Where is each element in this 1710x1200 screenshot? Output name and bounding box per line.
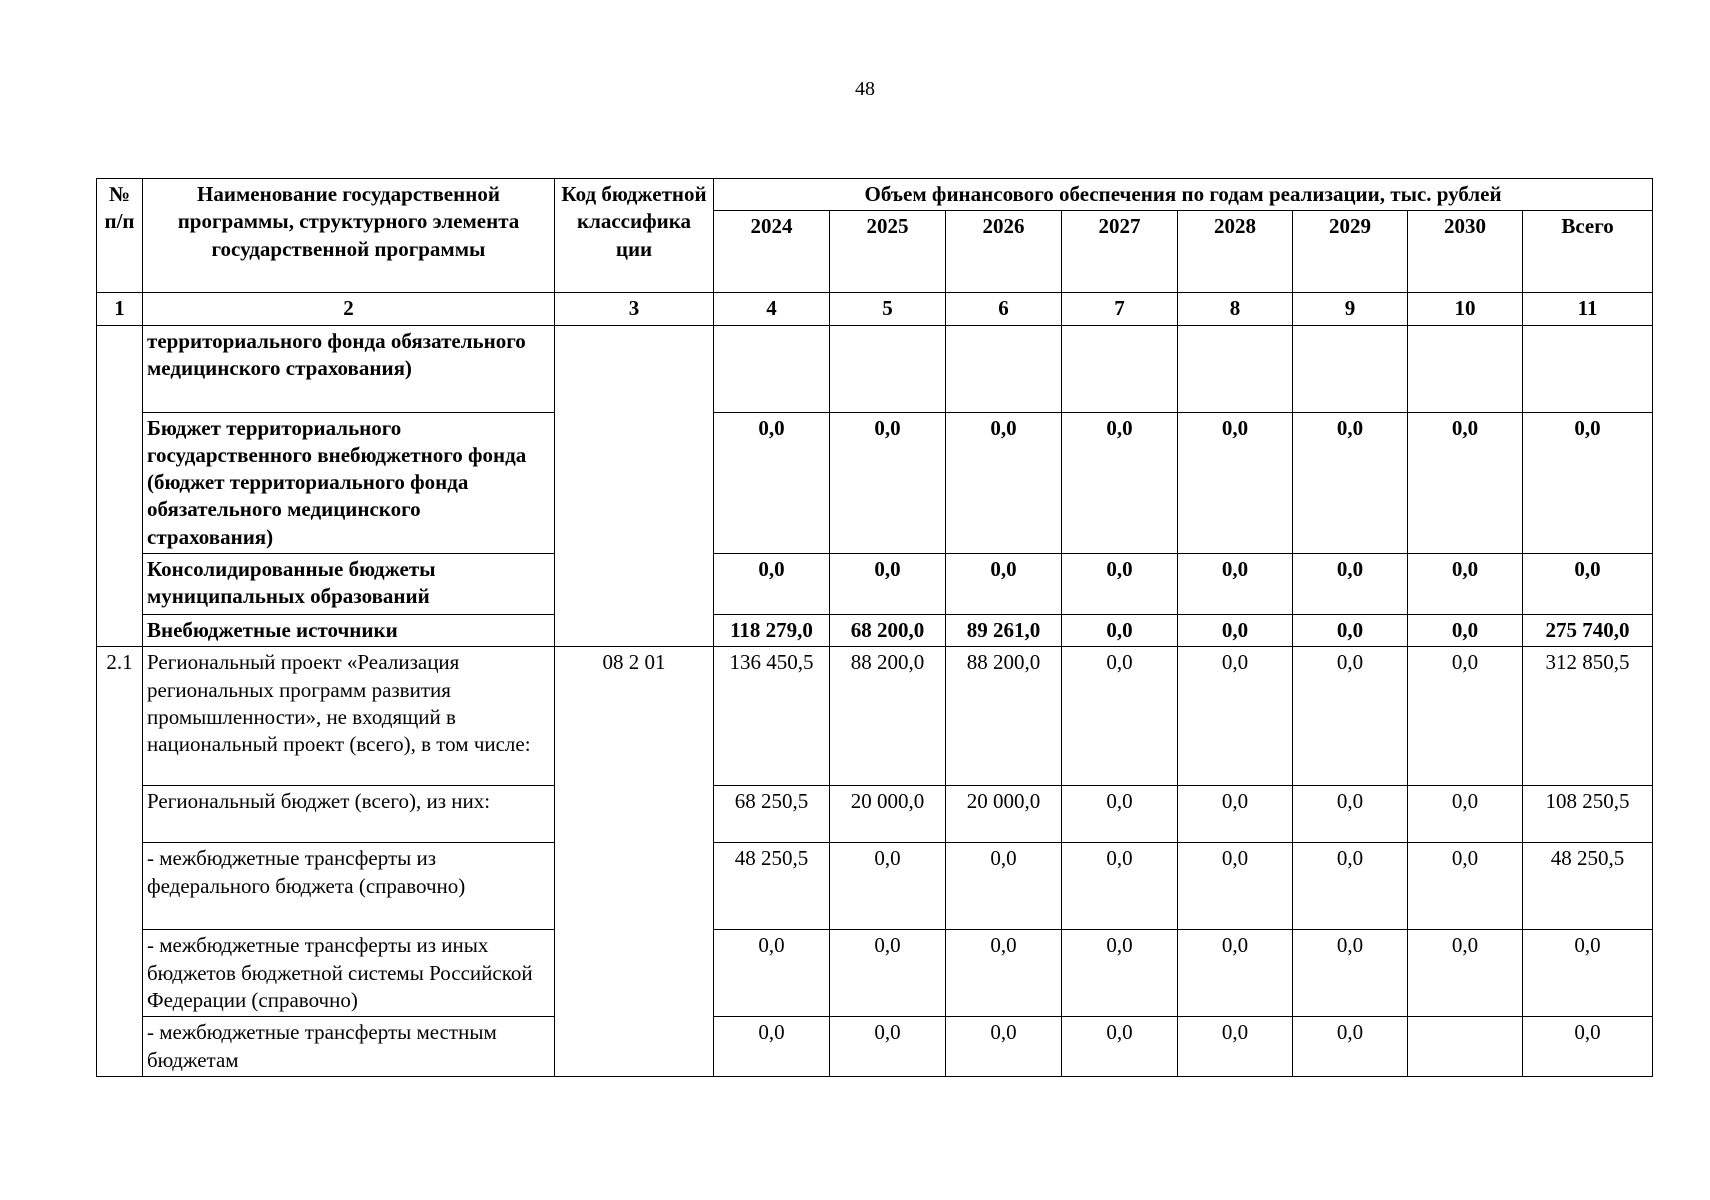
value-cell: 0,0: [1062, 615, 1178, 647]
column-number: 7: [1062, 293, 1178, 325]
value-cell: [1178, 325, 1293, 412]
value-cell: [1408, 1017, 1523, 1077]
value-cell: 0,0: [714, 1017, 830, 1077]
table-row: [97, 843, 1653, 930]
row-name: - межбюджетные трансферты из иных бюджетов бюджетной системы Российской Федерации (справочно): [143, 930, 555, 1017]
value-cell: 0,0: [1293, 647, 1408, 786]
value-cell: 0,0: [1408, 786, 1523, 843]
value-cell: 0,0: [1293, 615, 1408, 647]
total-cell: 48 250,5: [1523, 843, 1653, 930]
header-year: 2030: [1408, 211, 1523, 293]
row-name: Региональный бюджет (всего), из них:: [143, 786, 555, 843]
value-cell: 0,0: [1293, 843, 1408, 930]
column-number: 3: [555, 293, 714, 325]
table-row: [97, 786, 1653, 843]
header-year: 2026: [946, 211, 1062, 293]
row-name: Внебюджетные источники: [143, 615, 555, 647]
value-cell: 0,0: [1408, 554, 1523, 615]
value-cell: 89 261,0: [946, 615, 1062, 647]
value-cell: 0,0: [1178, 647, 1293, 786]
row-num-cell: 2.1: [97, 647, 143, 1076]
value-cell: 0,0: [1178, 615, 1293, 647]
value-cell: 0,0: [1408, 930, 1523, 1017]
row-code-cell: [555, 325, 714, 647]
row-name: - межбюджетные трансферты местным бюджетам: [143, 1017, 555, 1077]
total-cell: 275 740,0: [1523, 615, 1653, 647]
row-num-cell: [97, 325, 143, 647]
total-cell: 0,0: [1523, 1017, 1653, 1077]
header-year: 2028: [1178, 211, 1293, 293]
row-name: Консолидированные бюджеты муниципальных образований: [143, 554, 555, 615]
row-name: территориального фонда обязательного медицинского страхования): [143, 325, 555, 412]
value-cell: 0,0: [946, 412, 1062, 553]
value-cell: 136 450,5: [714, 647, 830, 786]
value-cell: 0,0: [714, 412, 830, 553]
value-cell: 0,0: [1062, 786, 1178, 843]
header-name: Наименование государственной программы, структурного элемента государственной программы: [143, 179, 555, 293]
value-cell: 0,0: [830, 412, 946, 553]
value-cell: 0,0: [1293, 786, 1408, 843]
column-number: 9: [1293, 293, 1408, 325]
value-cell: 0,0: [1178, 786, 1293, 843]
column-number: 4: [714, 293, 830, 325]
column-number: 2: [143, 293, 555, 325]
value-cell: 68 200,0: [830, 615, 946, 647]
value-cell: 0,0: [1062, 930, 1178, 1017]
value-cell: 20 000,0: [830, 786, 946, 843]
value-cell: 0,0: [830, 843, 946, 930]
header-code: Код бюджетной классифика ции: [555, 179, 714, 293]
header-year: 2025: [830, 211, 946, 293]
row-code-cell: 08 2 01: [555, 647, 714, 1076]
value-cell: 48 250,5: [714, 843, 830, 930]
value-cell: [1408, 325, 1523, 412]
value-cell: 0,0: [714, 930, 830, 1017]
page-number: 48: [855, 78, 875, 100]
table-row: [97, 554, 1653, 615]
column-number: 8: [1178, 293, 1293, 325]
value-cell: 0,0: [1293, 554, 1408, 615]
table-row: [97, 1017, 1653, 1077]
budget-table: [96, 178, 1653, 1077]
table-row: [97, 412, 1653, 553]
total-cell: 0,0: [1523, 554, 1653, 615]
value-cell: 0,0: [1178, 1017, 1293, 1077]
total-cell: 0,0: [1523, 412, 1653, 553]
value-cell: 0,0: [830, 930, 946, 1017]
value-cell: 0,0: [1178, 843, 1293, 930]
column-number: 11: [1523, 293, 1653, 325]
value-cell: 0,0: [1178, 554, 1293, 615]
value-cell: 88 200,0: [946, 647, 1062, 786]
header-num: № п/п: [97, 179, 143, 293]
column-number: 5: [830, 293, 946, 325]
value-cell: 0,0: [946, 930, 1062, 1017]
row-name: - межбюджетные трансферты из федерального бюджета (справочно): [143, 843, 555, 930]
value-cell: 0,0: [946, 843, 1062, 930]
value-cell: 88 200,0: [830, 647, 946, 786]
value-cell: 68 250,5: [714, 786, 830, 843]
value-cell: 20 000,0: [946, 786, 1062, 843]
value-cell: 0,0: [1293, 930, 1408, 1017]
header-year: 2024: [714, 211, 830, 293]
value-cell: 0,0: [1408, 615, 1523, 647]
value-cell: 0,0: [1062, 843, 1178, 930]
header-row-1: [97, 179, 1653, 211]
value-cell: 0,0: [1062, 647, 1178, 786]
column-number: 1: [97, 293, 143, 325]
value-cell: 0,0: [1408, 647, 1523, 786]
value-cell: [1293, 325, 1408, 412]
total-cell: 0,0: [1523, 930, 1653, 1017]
value-cell: 0,0: [946, 1017, 1062, 1077]
column-number: 6: [946, 293, 1062, 325]
value-cell: 0,0: [1062, 412, 1178, 553]
value-cell: 118 279,0: [714, 615, 830, 647]
column-number-row: [97, 293, 1653, 325]
value-cell: [830, 325, 946, 412]
table-row: [97, 325, 1653, 412]
total-cell: [1523, 325, 1653, 412]
column-number: 10: [1408, 293, 1523, 325]
value-cell: 0,0: [946, 554, 1062, 615]
total-cell: 108 250,5: [1523, 786, 1653, 843]
row-name: Региональный проект «Реализация региональных программ развития промышленности», не входящий в национальный проект (всего), в том числе:: [143, 647, 555, 786]
header-year: 2027: [1062, 211, 1178, 293]
value-cell: 0,0: [1408, 843, 1523, 930]
value-cell: 0,0: [714, 554, 830, 615]
table-row: [97, 930, 1653, 1017]
table-row: [97, 615, 1653, 647]
total-cell: 312 850,5: [1523, 647, 1653, 786]
table-row: [97, 647, 1653, 786]
value-cell: 0,0: [1178, 412, 1293, 553]
value-cell: [714, 325, 830, 412]
value-cell: 0,0: [1293, 412, 1408, 553]
value-cell: 0,0: [1062, 1017, 1178, 1077]
value-cell: 0,0: [830, 1017, 946, 1077]
value-cell: 0,0: [1408, 412, 1523, 553]
value-cell: 0,0: [1178, 930, 1293, 1017]
value-cell: 0,0: [1293, 1017, 1408, 1077]
value-cell: [1062, 325, 1178, 412]
header-volume: Объем финансового обеспечения по годам реализации, тыс. рублей: [714, 179, 1653, 211]
row-name: Бюджет территориального государственного внебюджетного фонда (бюджет территориального фонда обязательного медицинского страхования): [143, 412, 555, 553]
value-cell: 0,0: [1062, 554, 1178, 615]
value-cell: [946, 325, 1062, 412]
header-year: 2029: [1293, 211, 1408, 293]
header-total: Всего: [1523, 211, 1653, 293]
value-cell: 0,0: [830, 554, 946, 615]
